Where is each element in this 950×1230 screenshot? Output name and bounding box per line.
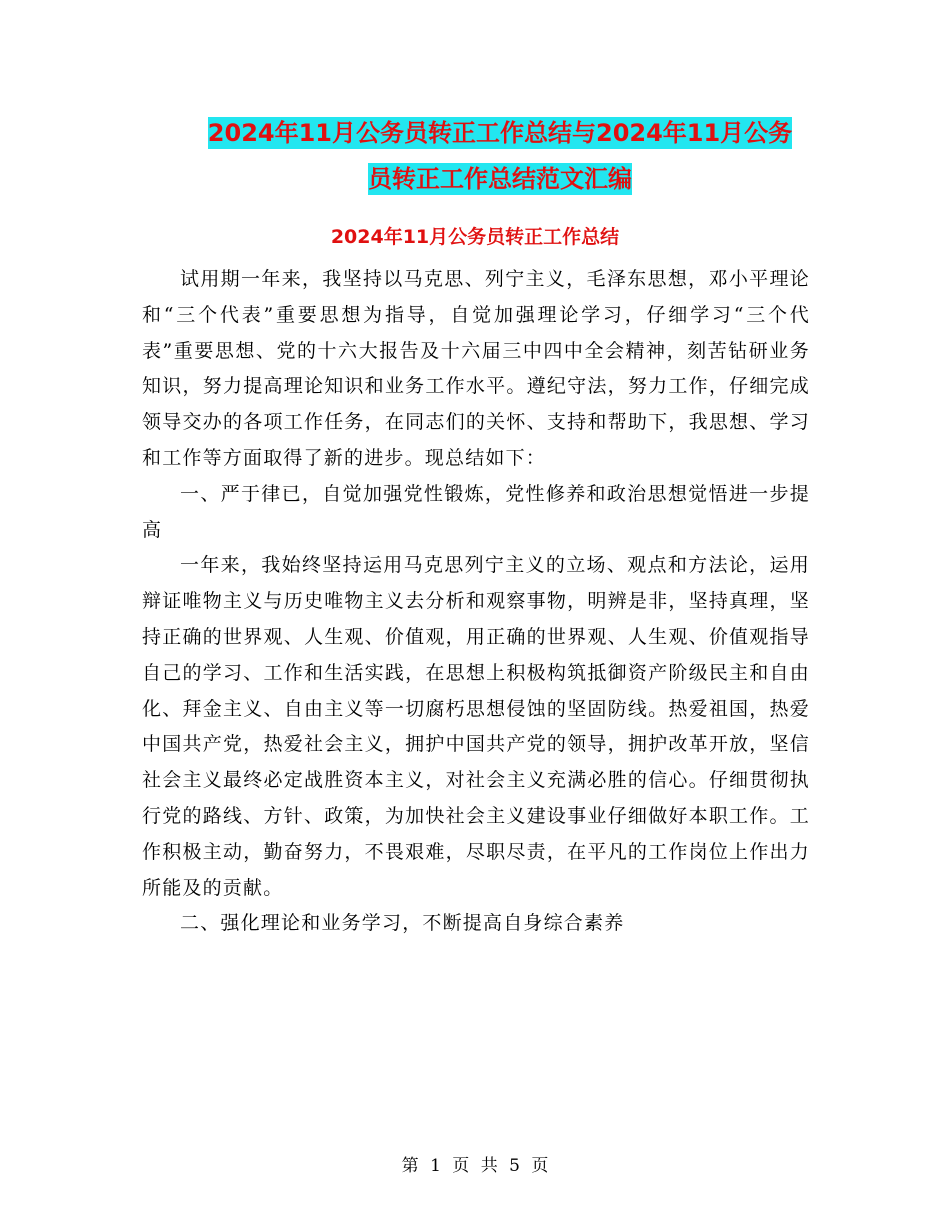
paragraph-body-1: 一年来，我始终坚持运用马克思列宁主义的立场、观点和方法论，运用辩证唯物主义与历史唯物主义去分析和观察事物，明辨是非，坚持真理，坚持正确的世界观、人生观、价值观，用正确的世界观、人生观、价值观指导自己的学习、工作和生活实践，在思想上积极构筑抵御资产阶级民主和自由化、拜金主义、自由主义等一切腐朽思想侵蚀的坚固防线。热爱祖国，热爱中国共产党，热爱社会主义，拥护中国共产党的领导，拥护改革开放，坚信社会主义最终必定战胜资本主义，对社会主义充满必胜的信心。仔细贯彻执行党的路线、方针、政策，为加快社会主义建设事业仔细做好本职工作。工作积极主动，勤奋努力，不畏艰难，尽职尽责，在平凡的工作岗位上作出力所能及的贡献。 <box>142 554 810 899</box>
document-title-line1: 2024年11月公务员转正工作总结与2024年11月公务 <box>207 119 793 147</box>
document-body <box>142 262 810 942</box>
document-title-line2: 员转正工作总结范文汇编 <box>368 165 632 193</box>
paragraph-intro: 试用期一年来，我坚持以马克思、列宁主义，毛泽东思想，邓小平理论和“三个代表”重要思想为指导，自觉加强理论学习，仔细学习“三个代表”重要思想、党的十六大报告及十六届三中四中全会精神，刻苦钻研业务知识，努力提高理论知识和业务工作水平。遵纪守法，努力工作，仔细完成领导交办的各项工作任务，在同志们的关怀、支持和帮助下，我思想、学习和工作等方面取得了新的进步。现总结如下： <box>142 268 810 469</box>
paragraph-heading-2: 二、强化理论和业务学习，不断提高自身综合素养 <box>180 912 625 935</box>
paragraph-heading-1: 一、严于律已，自觉加强党性锻炼，党性修养和政治思想觉悟进一步提高 <box>142 482 810 541</box>
document-title <box>140 110 860 202</box>
page-footer: 第 1 页 共 5 页 <box>401 1156 549 1176</box>
section-title: 2024年11月公务员转正工作总结 <box>330 226 620 248</box>
